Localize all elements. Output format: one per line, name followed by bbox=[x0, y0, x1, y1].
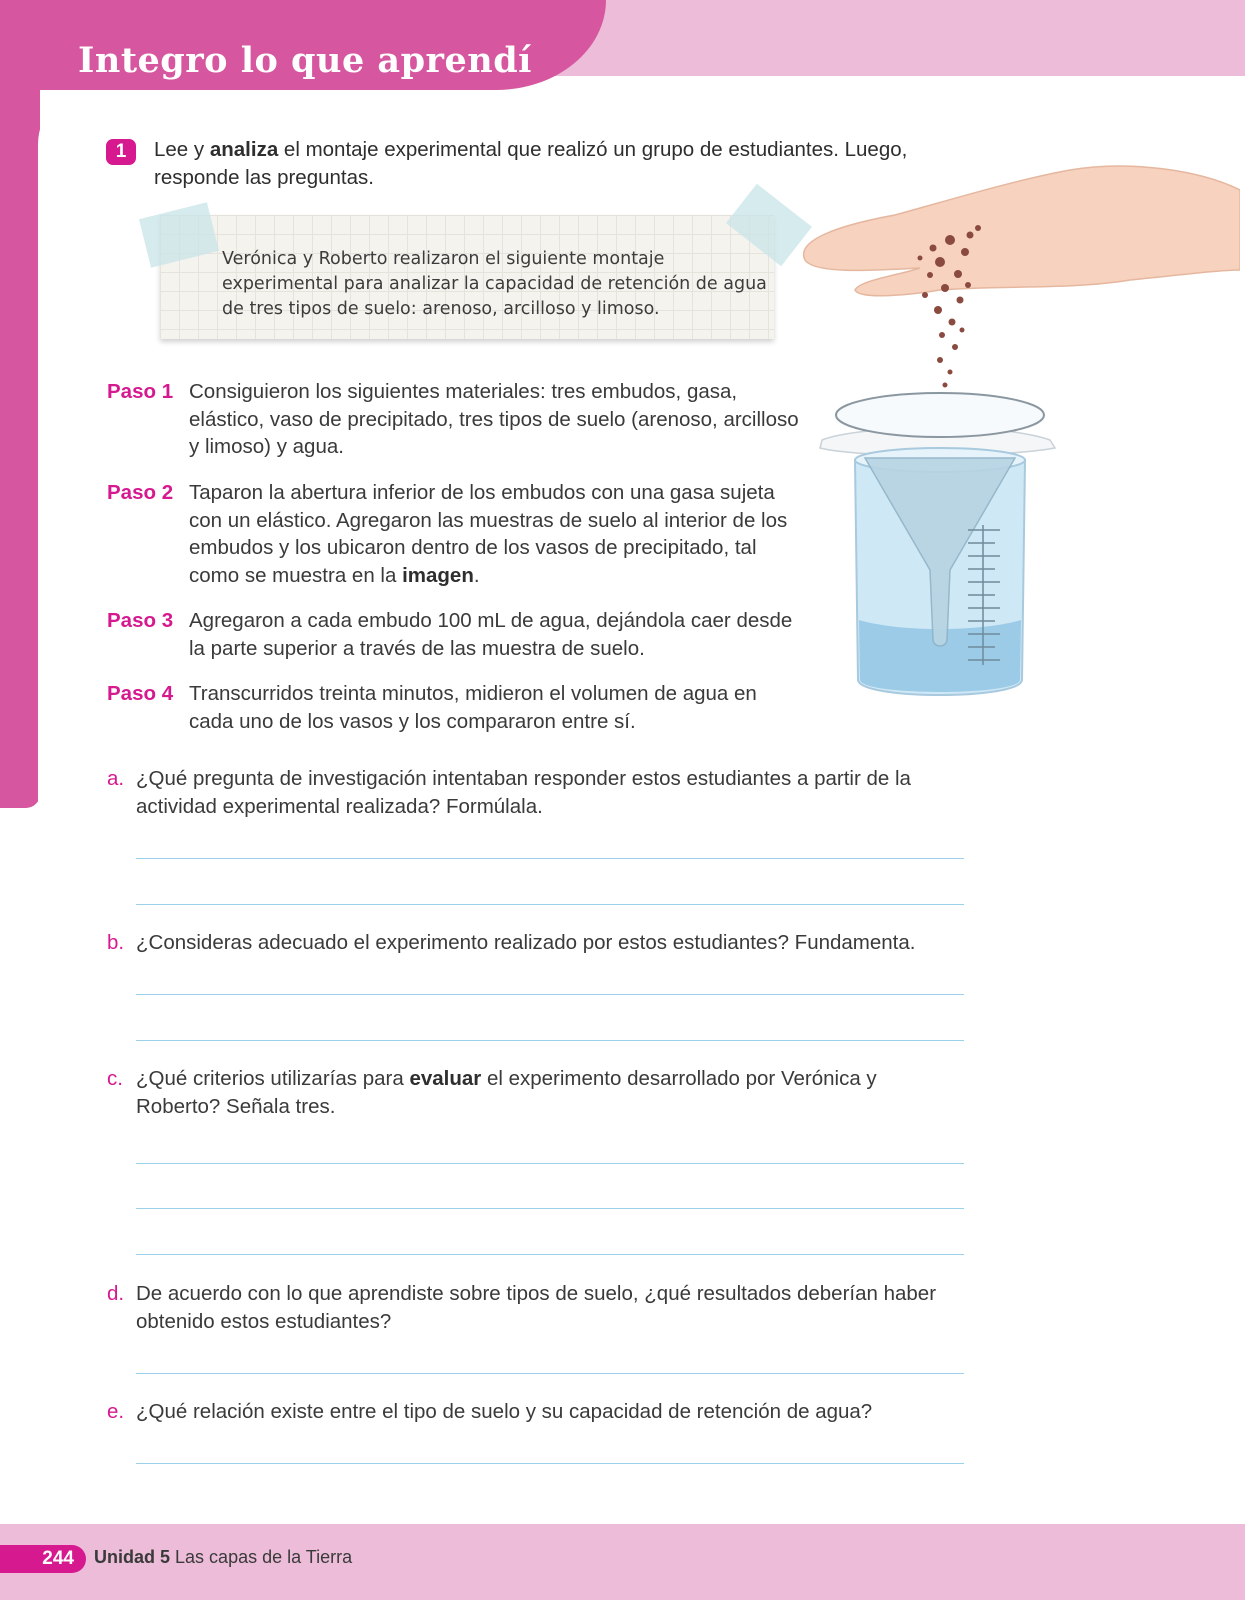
answer-line[interactable] bbox=[136, 858, 964, 859]
footer-unit: Unidad 5 Las capas de la Tierra bbox=[94, 1547, 353, 1567]
question-b-letter: b. bbox=[107, 931, 125, 954]
question-d-text: De acuerdo con lo que aprendiste sobre tipos de suelo, ¿qué resultados deberían haber obtenido estos estudiantes? bbox=[136, 1282, 937, 1333]
question-c-text: ¿Qué criterios utilizarías para evaluar el experimento desarrollado por Verónica y Roberto? Señala tres. bbox=[136, 1067, 877, 1118]
answer-line[interactable] bbox=[136, 1254, 964, 1255]
activity-instructions: Lee y analiza el montaje experimental que realizó un grupo de estudiantes. Luego, responde las preguntas. bbox=[154, 138, 908, 189]
step-4-label: Paso 4 bbox=[107, 682, 174, 705]
answer-line[interactable] bbox=[136, 1208, 964, 1209]
page-number: 244 bbox=[0, 1545, 86, 1573]
activity-number-badge: 1 bbox=[106, 139, 136, 165]
step-4-text: Transcurridos treinta minutos, midieron el volumen de agua en cada uno de los vasos y los compararon entre sí. bbox=[189, 682, 757, 733]
answer-line[interactable] bbox=[136, 1040, 964, 1041]
step-2-text: Taparon la abertura inferior de los embudos con una gasa sujeta con un elástico. Agregaron las muestras de suelo al interior de los embudos y los ubicaron dentro de los vasos de precipitado, tal como se muestra en la imagen. bbox=[189, 481, 788, 587]
page-title: Integro lo que aprendí bbox=[78, 40, 532, 81]
question-c-letter: c. bbox=[107, 1067, 123, 1090]
step-1-text: Consiguieron los siguientes materiales: tres embudos, gasa, elástico, vaso de precipitado, tres tipos de suelo (arenoso, arcilloso y limoso) y agua. bbox=[189, 380, 799, 458]
hand-illustration bbox=[804, 166, 1240, 296]
step-3-text: Agregaron a cada embudo 100 mL de agua, dejándola caer desde la parte superior a través de las muestra de suelo. bbox=[189, 609, 793, 660]
question-e-letter: e. bbox=[107, 1400, 125, 1423]
context-note-text: Verónica y Roberto realizaron el siguiente montaje experimental para analizar la capacidad de retención de agua de tres tipos de suelo: arenoso, arcilloso y limoso. bbox=[222, 249, 767, 319]
answer-line[interactable] bbox=[136, 904, 964, 905]
question-e-text: ¿Qué relación existe entre el tipo de suelo y su capacidad de retención de agua? bbox=[136, 1400, 873, 1423]
step-1-label: Paso 1 bbox=[107, 380, 174, 403]
step-2-label: Paso 2 bbox=[107, 481, 174, 504]
answer-line[interactable] bbox=[136, 1163, 964, 1164]
question-d-letter: d. bbox=[107, 1282, 125, 1305]
question-b-text: ¿Consideras adecuado el experimento realizado por estos estudiantes? Fundamenta. bbox=[136, 931, 916, 954]
funnel-beaker-illustration bbox=[800, 140, 1240, 750]
answer-line[interactable] bbox=[136, 1373, 964, 1374]
answer-line[interactable] bbox=[136, 994, 964, 995]
question-a-text: ¿Qué pregunta de investigación intentaban responder estos estudiantes a partir de la actividad experimental realizada? Formúlala. bbox=[136, 767, 911, 818]
question-a-letter: a. bbox=[107, 767, 125, 790]
answer-line[interactable] bbox=[136, 1463, 964, 1464]
left-accent-strip bbox=[0, 60, 40, 808]
funnel-rim bbox=[836, 393, 1044, 437]
step-3-label: Paso 3 bbox=[107, 609, 174, 632]
